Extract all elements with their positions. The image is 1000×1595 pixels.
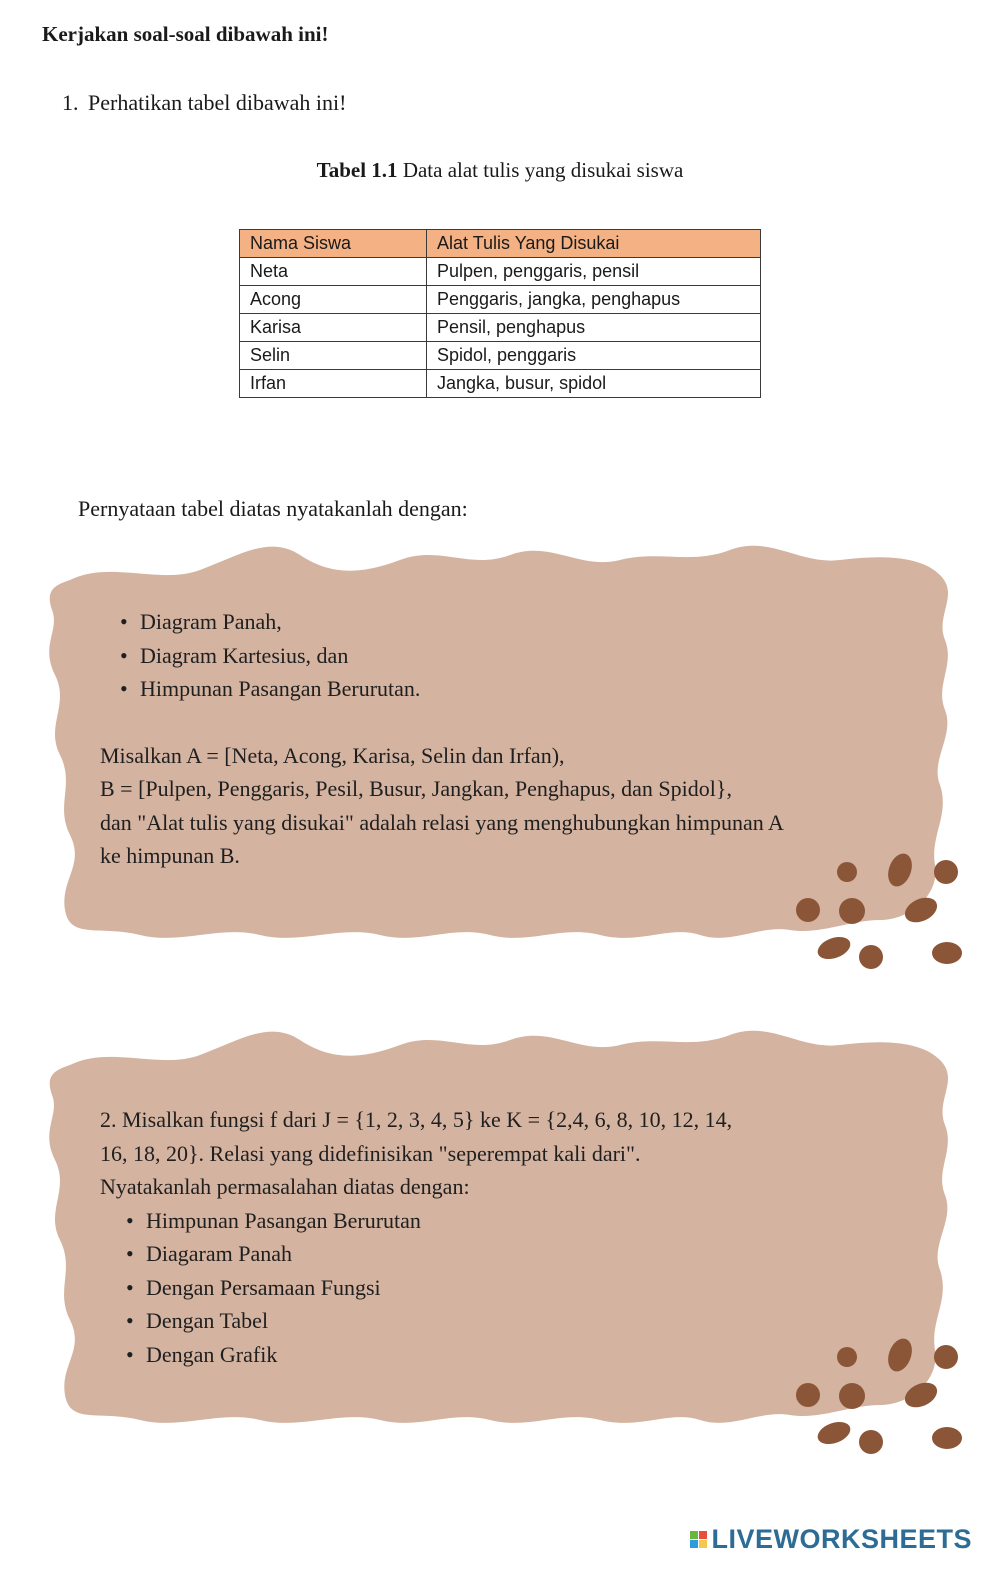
table-caption [0, 158, 1000, 183]
table-cell: Pulpen, penggaris, pensil [427, 258, 761, 286]
decor-dot [796, 1383, 820, 1407]
decor-dot [839, 898, 865, 924]
paragraph-line: 16, 18, 20}. Relasi yang didefinisikan "seperempat kali dari". [100, 1140, 641, 1166]
question-2-bullet-list [106, 1204, 920, 1372]
table-cell: Acong [240, 286, 427, 314]
table-header-stationery: Alat Tulis Yang Disukai [427, 230, 761, 258]
table-cell: Penggaris, jangka, penghapus [427, 286, 761, 314]
table-cell: Jangka, busur, spidol [427, 370, 761, 398]
card-2-content [100, 1103, 920, 1371]
list-item: • Diagaram Panah [106, 1237, 920, 1271]
decor-dot [796, 898, 820, 922]
decor-dot [932, 942, 962, 964]
decor-dot [934, 860, 958, 884]
liveworksheets-brand-text: LIVEWORKSHEETS [711, 1524, 972, 1554]
table-caption-label: Tabel 1.1 [316, 158, 398, 182]
student-stationery-table [239, 229, 761, 398]
page-heading: Kerjakan soal-soal dibawah ini! [42, 22, 329, 46]
question-1-number: 1. [62, 90, 79, 115]
question-1-intro: Pernyataan tabel diatas nyatakanlah dengan: [78, 496, 468, 521]
list-item: • Diagram Panah, [100, 605, 920, 639]
table-cell: Spidol, penggaris [427, 342, 761, 370]
question-1-text: Perhatikan tabel dibawah ini! [88, 90, 347, 115]
decor-dot [859, 1430, 883, 1454]
table-row [240, 342, 761, 370]
list-item: • Dengan Tabel [106, 1304, 920, 1338]
table-row [240, 286, 761, 314]
table-row [240, 258, 761, 286]
paragraph-line: Misalkan A = [Neta, Acong, Karisa, Selin dan Irfan), [100, 742, 565, 768]
question-1-prompt [62, 90, 346, 116]
table-cell: Irfan [240, 370, 427, 398]
liveworksheets-logo [690, 1524, 972, 1555]
paragraph-line: dan "Alat tulis yang disukai" adalah relasi yang menghubungkan himpunan A [100, 809, 784, 835]
list-item: • Dengan Persamaan Fungsi [106, 1271, 920, 1305]
table-header-name: Nama Siswa [240, 230, 427, 258]
list-item: • Dengan Grafik [106, 1338, 920, 1372]
table-row [240, 370, 761, 398]
liveworksheets-logo-icon [690, 1531, 707, 1548]
decor-dot [815, 1418, 854, 1448]
list-item: • Himpunan Pasangan Berurutan [106, 1204, 920, 1238]
decor-dot [815, 933, 854, 963]
decor-dot [934, 1345, 958, 1369]
table-cell: Selin [240, 342, 427, 370]
table-cell: Pensil, penghapus [427, 314, 761, 342]
list-item: • Diagram Kartesius, dan [100, 639, 920, 673]
table-header-row [240, 230, 761, 258]
table-row [240, 314, 761, 342]
decor-dot [932, 1427, 962, 1449]
paragraph-line: B = [Pulpen, Penggaris, Pesil, Busur, Jangkan, Penghapus, dan Spidol}, [100, 776, 732, 801]
question-1-bullet-list [100, 605, 920, 706]
decor-dot [839, 1383, 865, 1409]
decor-dot [901, 1378, 941, 1412]
decor-dot [859, 945, 883, 969]
paragraph-line: 2. Misalkan fungsi f dari J = {1, 2, 3, 4, 5} ke K = {2,4, 6, 8, 10, 12, 14, [100, 1107, 733, 1132]
table-cell: Neta [240, 258, 427, 286]
table-cell: Karisa [240, 314, 427, 342]
paragraph-line: ke himpunan B. [100, 843, 240, 868]
list-item: • Himpunan Pasangan Berurutan. [100, 672, 920, 706]
table-caption-text: Data alat tulis yang disukai siswa [397, 158, 684, 182]
card-1-content [100, 605, 920, 873]
paragraph-line: Nyatakanlah permasalahan diatas dengan: [100, 1174, 470, 1199]
decor-dot [901, 893, 941, 927]
